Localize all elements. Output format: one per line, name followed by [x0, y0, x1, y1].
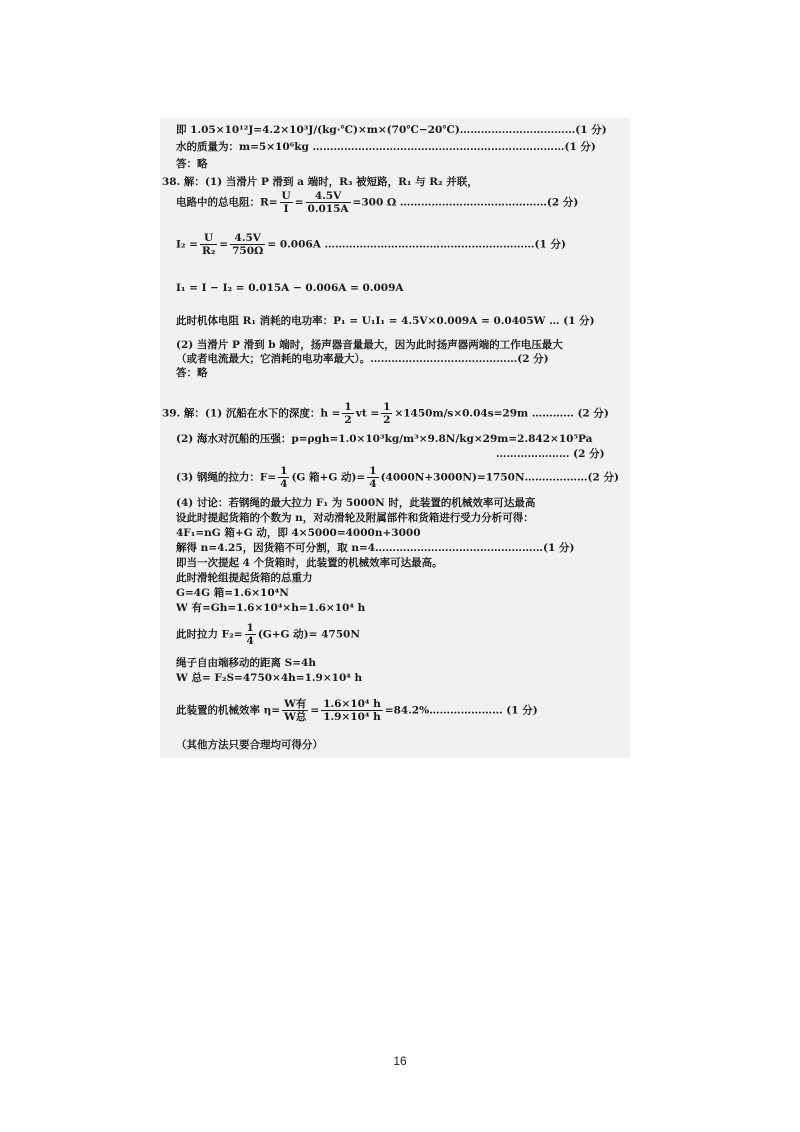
fraction: $\frac{1}{4}$ — [246, 622, 254, 647]
text-line: (2) 当滑片 P 滑到 b 端时，扬声器音量最大，因为此时扬声器两端的工作电压最大 — [176, 339, 563, 351]
page-number: 16 — [393, 1054, 407, 1068]
text-line: (4) 讨论：若钢绳的最大拉力 F₁ 为 5000N 时，此装置的机械效率可达最高 — [176, 497, 536, 509]
formula-efficiency: 此装置的机械效率 η= $\frac{\text{W有}}{\text{W总}}$ = $\frac{\text{1.6×10⁴ h}}{\text{1.9×10⁴ h}}$ =84.2%………………… (1 分) — [176, 698, 538, 723]
score-mark: ………………… (2 分) — [496, 448, 605, 460]
formula-line: W 总= F₂S=4750×4h=1.9×10⁴ h — [176, 672, 363, 684]
fraction: $\frac{4.5V}{750\Omega}$ — [232, 232, 264, 257]
text-line: 水的质量为：m=5×10⁶kg ………………………………………………………………(1 分) — [176, 141, 596, 153]
formula-current-i1: I₁ = I − I₂ = 0.015A − 0.006A = 0.009A — [176, 282, 404, 294]
text-line: 绳子自由端移动的距离 S=4h — [176, 657, 316, 669]
fraction: $\frac{1}{4}$ — [280, 465, 288, 490]
formula-total-resistance: 电路中的总电阻：R= $\frac{U}{I}$ = $\frac{4.5V}{0.015A}$ =300 Ω ……………………………………(2 分) — [176, 190, 579, 215]
fraction: $\frac{4.5V}{0.015A}$ — [307, 190, 349, 215]
text-line: 答：略 — [176, 367, 208, 379]
question-38-line: 38. 解：(1) 当滑片 P 滑到 a 端时，R₃ 被短路，R₁ 与 R₂ 并联， — [162, 176, 478, 188]
formula-pull-force-f2: 此时拉力 F₂= $\frac{1}{4}$ (G+G 动)= 4750N — [176, 622, 360, 647]
fraction: $\frac{1}{2}$ — [344, 401, 352, 426]
fraction: $\frac{U}{I}$ — [281, 190, 291, 215]
formula-pressure: (2) 海水对沉船的压强：p=ρgh=1.0×10³kg/m³×9.8N/kg×29m=2.842×10⁵Pa — [176, 433, 593, 445]
fraction: $\frac{\text{W有}}{\text{W总}}$ — [284, 698, 307, 723]
formula-power-p1: 此时机体电阻 R₁ 消耗的电功率：P₁ = U₁I₁ = 4.5V×0.009A = 0.0405W … (1 分) — [176, 315, 595, 327]
text-line: （其他方法只要合理均可得分） — [176, 739, 323, 751]
text-line: 答：略 — [176, 158, 208, 170]
question-39-depth: 39. 解：(1) 沉船在水下的深度：h = $\frac{1}{2}$ vt = $\frac{1}{2}$ ×1450m/s×0.04s=29m ………… (2 分) — [162, 401, 609, 426]
text-line: （或者电流最大；它消耗的电功率最大）。……………………………………(2 分) — [176, 353, 549, 365]
formula-rope-tension: (3) 钢绳的拉力：F= $\frac{1}{4}$ (G 箱+G 动)= $\frac{1}{4}$ (4000N+3000N)=1750N………………(2 分) — [176, 465, 619, 490]
text-line: 此时滑轮组提起货箱的总重力 — [176, 572, 313, 584]
text-line: 即 1.05×10¹²J=4.2×10³J/(kg·℃)×m×(70℃−20℃)……………………………(1 分) — [176, 124, 607, 136]
fraction: $\frac{U}{\text{R₂}}$ — [201, 232, 216, 257]
formula-current-i2: I₂ = $\frac{U}{\text{R₂}}$ = $\frac{4.5V}{750\Omega}$ = 0.006A ……………………………………………………(1 分) — [176, 232, 566, 257]
fraction: $\frac{1}{4}$ — [369, 465, 377, 490]
formula-line: W 有=Gh=1.6×10⁴×h=1.6×10⁴ h — [176, 602, 366, 614]
text-line: 解得 n=4.25，因货箱不可分割，取 n=4…………………………………………(1 分) — [176, 542, 575, 554]
fraction: $\frac{1}{2}$ — [383, 401, 391, 426]
formula-line: G=4G 箱=1.6×10⁴N — [176, 587, 289, 599]
fraction: $\frac{\text{1.6×10⁴ h}}{\text{1.9×10⁴ h}}$ — [323, 698, 381, 723]
text-line: 设此时提起货箱的个数为 n，对动滑轮及附属部件和货箱进行受力分析可得： — [176, 512, 534, 524]
formula-line: 4F₁=nG 箱+G 动，即 4×5000=4000n+3000 — [176, 527, 421, 539]
text-line: 即当一次提起 4 个货箱时，此装置的机械效率可达最高。 — [176, 557, 443, 569]
